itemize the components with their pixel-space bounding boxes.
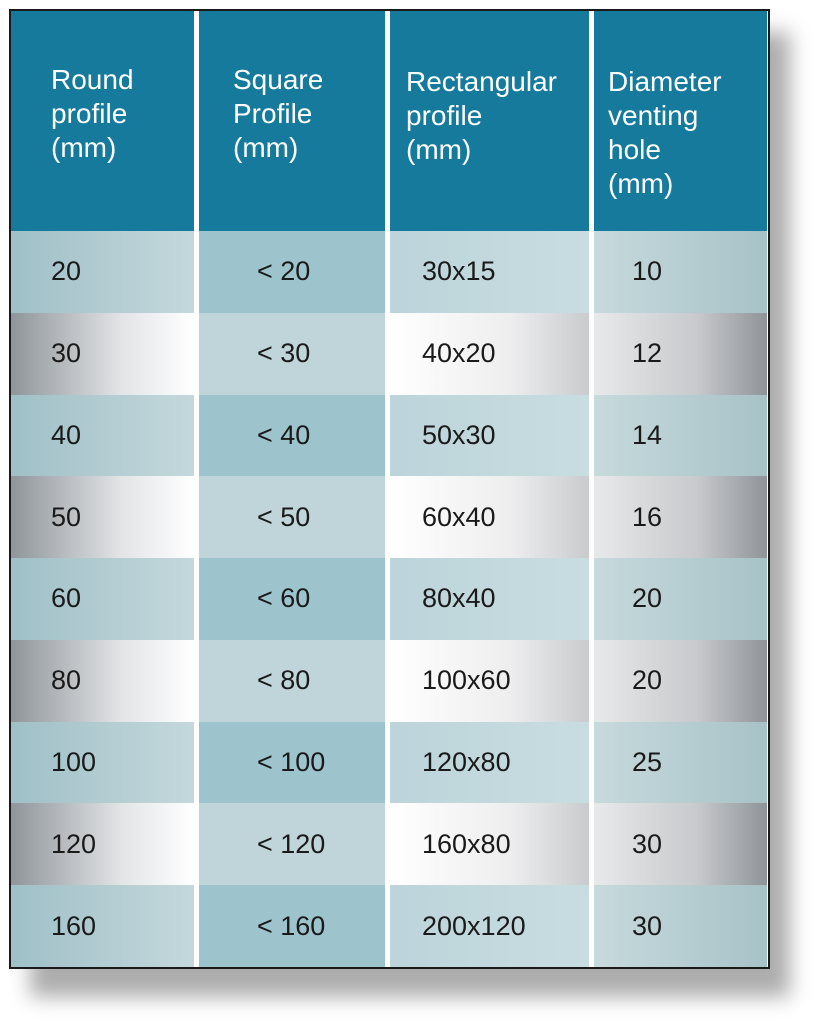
header-diameter-venting-hole [594,11,767,231]
cell-diameter: 12 [594,313,767,395]
cell-square: < 30 [199,313,385,395]
header-line: Rectangular [406,66,557,97]
cell-square: < 80 [199,640,385,722]
header-line: Round [51,64,134,95]
cell-square: < 50 [199,476,385,558]
header-rectangular-profile [390,11,589,231]
cell-rectangular: 120x80 [390,722,589,804]
cell-square: < 120 [199,803,385,885]
cell-round: 50 [11,476,194,558]
cell-square: < 40 [199,395,385,477]
header-line: hole [608,134,661,165]
cell-diameter: 10 [594,231,767,313]
header-line: (mm) [406,134,472,165]
header-line: (mm) [608,168,674,199]
cell-rectangular: 60x40 [390,476,589,558]
cell-round: 20 [11,231,194,313]
header-round-profile [11,11,194,231]
cell-square: < 100 [199,722,385,804]
cell-diameter: 20 [594,640,767,722]
cell-rectangular: 80x40 [390,558,589,640]
cell-square: < 20 [199,231,385,313]
header-line: profile [406,100,483,131]
cell-diameter: 14 [594,395,767,477]
header-line: Diameter [608,66,722,97]
header-line: Profile [233,98,313,129]
cell-diameter: 20 [594,558,767,640]
cell-diameter: 16 [594,476,767,558]
header-line: Square [233,64,324,95]
header-square-profile [199,11,385,231]
cell-round: 30 [11,313,194,395]
header-line: (mm) [233,132,299,163]
cell-rectangular: 100x60 [390,640,589,722]
cell-diameter: 30 [594,803,767,885]
cell-rectangular: 30x15 [390,231,589,313]
cell-rectangular: 160x80 [390,803,589,885]
profile-venting-table [9,9,770,969]
cell-round: 80 [11,640,194,722]
header-line: profile [51,98,128,129]
header-line: (mm) [51,132,117,163]
cell-square: < 160 [199,885,385,967]
cell-round: 60 [11,558,194,640]
cell-rectangular: 200x120 [390,885,589,967]
cell-diameter: 25 [594,722,767,804]
header-line: venting [608,100,699,131]
cell-rectangular: 40x20 [390,313,589,395]
cell-diameter: 30 [594,885,767,967]
cell-round: 120 [11,803,194,885]
cell-round: 160 [11,885,194,967]
cell-round: 40 [11,395,194,477]
table-grid [11,11,768,967]
cell-round: 100 [11,722,194,804]
cell-rectangular: 50x30 [390,395,589,477]
cell-square: < 60 [199,558,385,640]
